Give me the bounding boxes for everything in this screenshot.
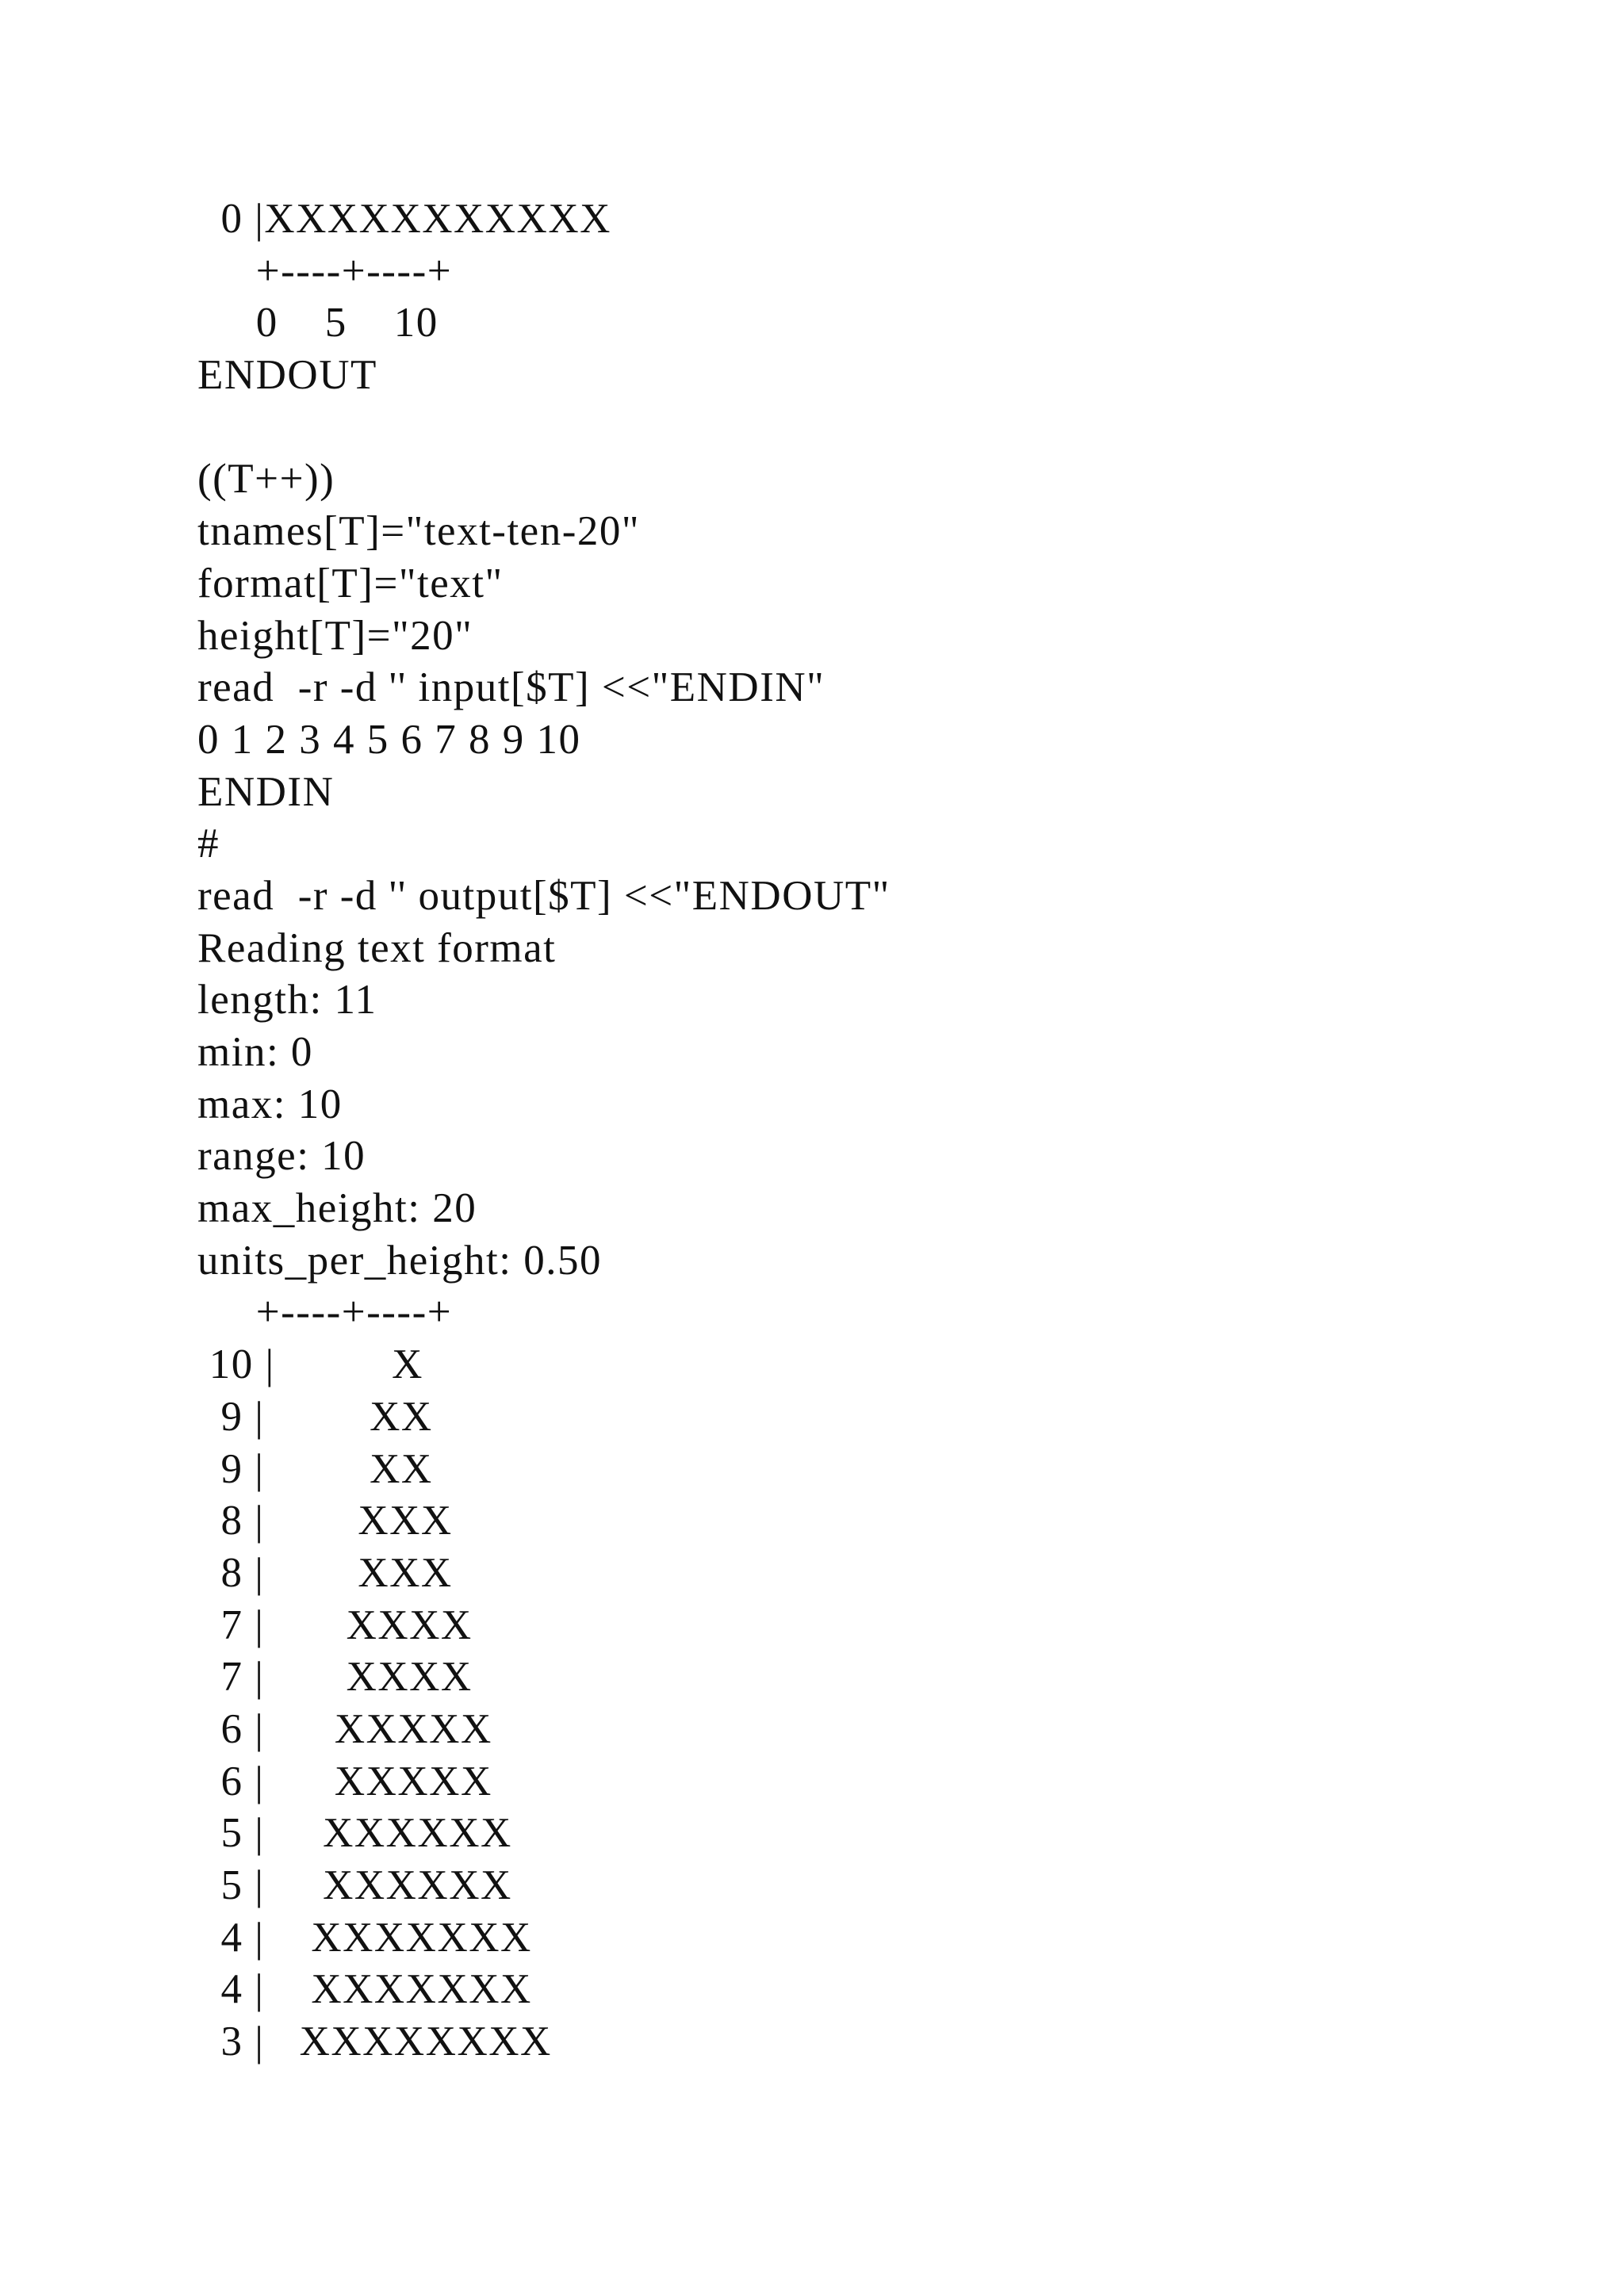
text-line: max_height: 20: [197, 1185, 477, 1232]
text-line: 9 | XX: [197, 1445, 433, 1492]
text-block: [197, 193, 891, 2068]
text-line: 6 | XXXXX: [197, 1758, 492, 1804]
text-line: 8 | XXX: [197, 1549, 453, 1596]
text-line: 4 | XXXXXXX: [197, 1914, 532, 1961]
text-line: #: [197, 821, 220, 867]
text-line: ((T++)): [197, 456, 335, 503]
text-line: 6 | XXXXX: [197, 1705, 492, 1752]
text-line: 4 | XXXXXXX: [197, 1966, 532, 2013]
text-line: ENDOUT: [197, 352, 377, 399]
text-line: 8 | XXX: [197, 1498, 453, 1544]
text-line: max: 10: [197, 1081, 343, 1127]
text-line: 10 | X: [197, 1341, 423, 1388]
text-line: 7 | XXXX: [197, 1654, 473, 1701]
text-line: length: 11: [197, 977, 377, 1024]
text-line: +----+----+: [197, 247, 453, 294]
text-line: 3 | XXXXXXXX: [197, 2019, 552, 2065]
text-line: 5 | XXXXXX: [197, 1810, 512, 1857]
text-line: read -r -d '' output[$T] <<"ENDOUT": [197, 872, 891, 919]
text-line: 0 |XXXXXXXXXXX: [197, 196, 611, 242]
text-line: [197, 402, 891, 454]
text-line: 0 5 10: [197, 300, 439, 346]
text-line: 9 | XX: [197, 1393, 433, 1440]
text-line: ENDIN: [197, 768, 335, 815]
text-line: 5 | XXXXXX: [197, 1862, 512, 1908]
text-line: read -r -d '' input[$T] <<"ENDIN": [197, 664, 825, 711]
text-line: tnames[T]="text-ten-20": [197, 508, 640, 555]
text-line: height[T]="20": [197, 612, 473, 659]
text-line: units_per_height: 0.50: [197, 1237, 602, 1284]
text-line: 7 | XXXX: [197, 1601, 473, 1648]
text-line: range: 10: [197, 1133, 366, 1180]
text-line: min: 0: [197, 1029, 313, 1075]
text-line: Reading text format: [197, 924, 557, 971]
text-line: 0 1 2 3 4 5 6 7 8 9 10: [197, 716, 581, 763]
text-line: format[T]="text": [197, 560, 504, 607]
text-line: +----+----+: [197, 1289, 453, 1336]
